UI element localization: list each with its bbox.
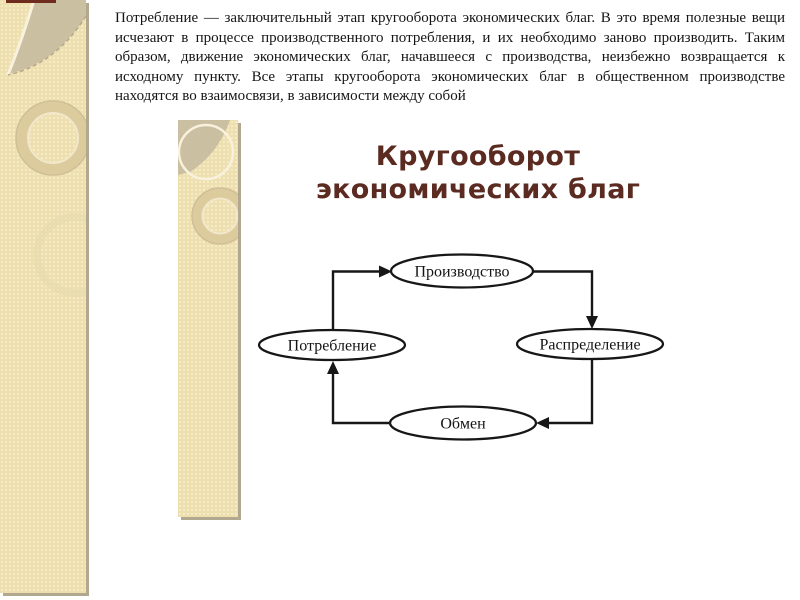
decorative-ring-highlight	[203, 199, 238, 234]
decorative-ring	[22, 107, 84, 169]
decorative-faint-ring	[37, 217, 86, 293]
node-exchange-label: Обмен	[440, 415, 486, 433]
node-consumption-label: Потребление	[287, 337, 377, 355]
decorative-ring-highlight	[28, 113, 78, 163]
node-production	[391, 255, 533, 288]
arrowhead-up-icon	[327, 361, 339, 374]
cycle-diagram	[252, 240, 692, 450]
middle-band-decor-graphics	[178, 120, 238, 517]
arrowhead-left-icon	[536, 417, 549, 429]
edge-production-to-distribution	[533, 272, 598, 330]
node-production-label: Производство	[414, 263, 510, 281]
middle-decor-band	[178, 120, 238, 517]
cycle-diagram-graphics	[252, 240, 692, 450]
node-distribution-label: Распределение	[539, 336, 641, 354]
left-decor-band	[0, 0, 86, 593]
decorative-circle-segment	[8, 0, 86, 74]
arrowhead-down-icon	[586, 316, 598, 329]
edge-exchange-to-consumption	[327, 361, 390, 423]
node-consumption	[259, 330, 405, 360]
paragraph-text: Потребление — заключительный этап кругооборота экономических благ. В это время полезные вещи исчезают в процессе производственного потребления, и их необходимо заново производить. Таким образом, движение экономических благ, начавшееся с производства, неизбежно возвращается к исходному пункту. Все этапы кругооборота экономических благ в общественном производстве находятся во взаимосвязи, в зависимости между собой	[115, 10, 785, 105]
slide-title: Кругооборот экономических благ	[315, 141, 641, 205]
node-exchange	[390, 407, 536, 440]
edge-consumption-to-production	[333, 266, 392, 331]
left-band-decor-graphics	[0, 0, 86, 593]
decorative-circle-segment	[178, 120, 230, 175]
node-distribution	[517, 329, 663, 359]
top-accent-line	[6, 0, 56, 3]
edge-distribution-to-exchange	[536, 359, 592, 429]
